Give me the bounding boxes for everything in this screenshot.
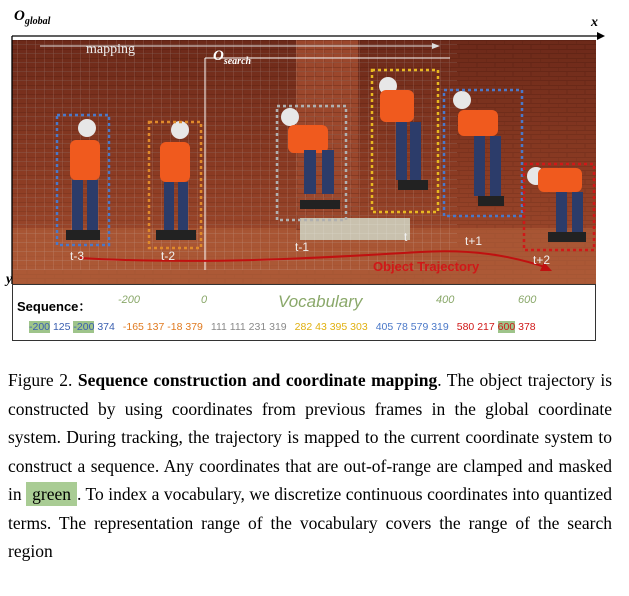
sequence-token: 319 [269, 321, 287, 333]
mapping-label: mapping [86, 42, 135, 57]
figure-caption [8, 366, 612, 566]
sequence-token: 378 [518, 321, 536, 333]
sequence-token: 111 [229, 321, 246, 333]
frame-label-t+2: t+2 [533, 253, 551, 267]
sequence-token: 405 [375, 321, 394, 333]
sequence-token: 43 [315, 321, 327, 333]
sequence-token: 217 [477, 321, 495, 333]
sequence-row [29, 321, 544, 333]
vocabulary-label: Vocabulary [278, 292, 363, 311]
sequence-group [457, 321, 536, 333]
vocab-tick: 400 [436, 294, 455, 306]
sequence-token: -18 [167, 321, 183, 333]
sequence-token: 282 [294, 321, 313, 333]
caption-label: Figure 2. [8, 370, 73, 390]
sequence-token: -165 [122, 321, 144, 333]
sequence-group [29, 321, 115, 333]
sequence-token: 579 [410, 321, 429, 333]
sequence-token: 137 [146, 321, 165, 333]
sequence-token: 600 [497, 321, 516, 333]
sequence-group [376, 321, 449, 333]
frame-label-t-3: t-3 [70, 249, 85, 263]
sequence-group [211, 321, 287, 333]
x-axis-label: x [591, 15, 598, 30]
sequence-token: 374 [97, 321, 115, 333]
sequence-group [295, 321, 368, 333]
sequence-token: 111 [210, 321, 227, 333]
sequence-token: 379 [185, 321, 203, 333]
x-axis-arrow [597, 32, 605, 40]
origin-search-label: $O_{search}$ [213, 48, 252, 67]
frame-label-t-2: t-2 [161, 249, 176, 263]
caption-green-word: green [26, 482, 77, 506]
vocab-tick: 0 [201, 294, 208, 306]
origin-global-label: $O_{global}$ [14, 8, 51, 27]
vocab-tick: -200 [118, 294, 141, 306]
vocab-tick: 600 [518, 294, 537, 306]
sequence-token: -200 [29, 321, 51, 333]
sequence-token: 395 [329, 321, 348, 333]
frame-label-t: t [404, 230, 408, 244]
sequence-token: 319 [431, 321, 449, 333]
sequence-token: 580 [456, 321, 475, 333]
sequence-token: 303 [350, 321, 368, 333]
frame-label-t-1: t-1 [295, 240, 310, 254]
sequence-group [123, 321, 203, 333]
sequence-token: 125 [52, 321, 71, 333]
frame-label-t+1: t+1 [465, 234, 483, 248]
sequence-token: 78 [396, 321, 408, 333]
trajectory-label: Object Trajectory [373, 259, 480, 274]
sequence-title: Sequence： [17, 299, 92, 314]
caption-text-2: . To index a vocabulary, we discretize continuous coordinates into quantized terms. The representation range of the vocabulary covers the range of the search region [8, 484, 612, 561]
sequence-token: 231 [248, 321, 267, 333]
caption-text-1: . The object trajectory is constructed by using coordinates from previous frames in the global coordinate system. During tracking, the trajectory is mapped to the current coordinate system to construct a sequence. Any coordinates that are out-of-range are clamped and masked in [8, 370, 613, 504]
y-axis-label: y [6, 272, 13, 287]
caption-title: Sequence construction and coordinate mapping [77, 370, 438, 390]
sequence-token: -200 [73, 321, 95, 333]
